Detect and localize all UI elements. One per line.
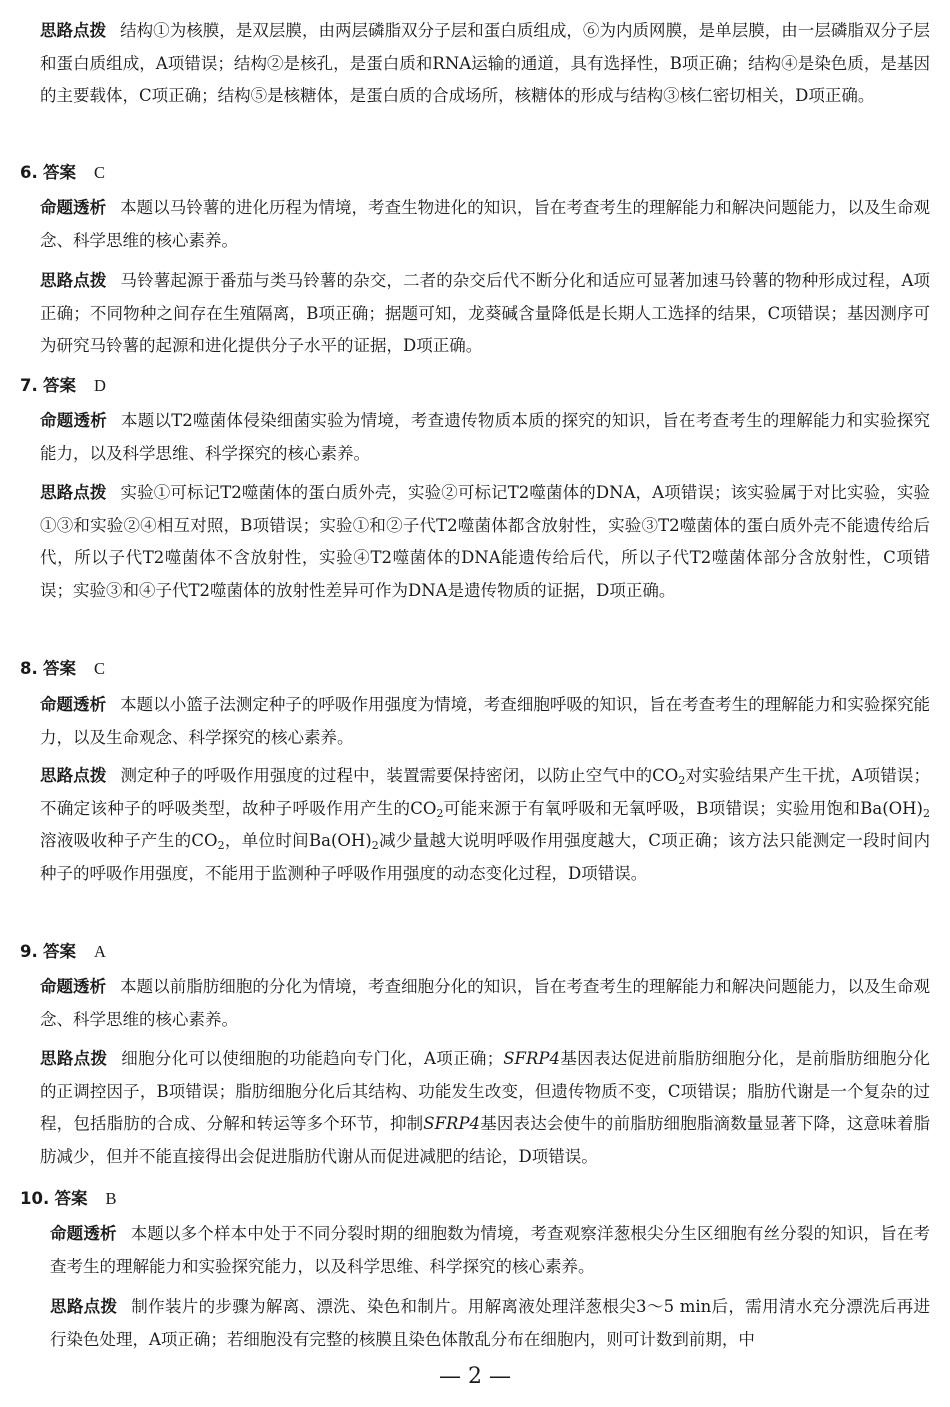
- co2-subscript: 2: [436, 806, 444, 820]
- thinking-label: 思路点拨: [40, 483, 107, 502]
- q9-thinking-part: 基因表达会使牛的前脂肪细胞脂滴数量显著下降，这意味着脂肪减少，但并不能直接得出会促进脂肪代谢从而促进减肥的结论，D项错误。: [40, 1114, 931, 1166]
- co2-subscript: 2: [217, 839, 225, 852]
- q8-analysis-text: 本题以小篮子法测定种子的呼吸作用强度为情境，考查细胞呼吸的知识，旨在考查考生的理解能力和实验探究能力，以及生命观念、科学探究的核心素养。: [40, 695, 931, 747]
- page-number: — 2 —: [439, 1364, 511, 1389]
- q8-thinking-part: ，单位时间Ba(OH): [224, 831, 372, 850]
- answer-label: 答案: [43, 659, 76, 678]
- q10-answer: [20, 1183, 117, 1215]
- q6-answer-value: C: [94, 163, 106, 182]
- q7-thinking-text: 实验①可标记T2噬菌体的蛋白质外壳，实验②可标记T2噬菌体的DNA，A项错误；该实验属于对比实验，实验①③和实验②④相互对照，B项错误；实验①和②子代T2噬菌体都含放射性，实验③T2噬菌体的蛋白质外壳不能遗传给后代，所以子代T2噬菌体不含放射性，实验④T2噬菌体的DNA能遗传给后代，所以子代T2噬菌体部分含放射性，C项错误；实验③和④子代T2噬菌体的放射性差异可作为DNA是遗传物质的证据，D项正确。: [40, 483, 930, 600]
- q8-number: 8.: [20, 659, 38, 678]
- q10-number: 10.: [20, 1189, 50, 1208]
- q9-analysis: [40, 971, 930, 1036]
- q6-answer: [20, 157, 105, 189]
- thinking-label: 思路点拨: [40, 1049, 108, 1068]
- q8-analysis: [40, 689, 930, 754]
- q9-answer: [20, 936, 106, 968]
- q6-analysis: [40, 192, 930, 257]
- q9-answer-value: A: [94, 942, 106, 961]
- answer-label: 答案: [43, 163, 76, 182]
- analysis-label: 命题透析: [40, 411, 108, 430]
- q8-thinking: [40, 760, 930, 890]
- analysis-label: 命题透析: [50, 1224, 117, 1243]
- thinking-label: 思路点拨: [40, 21, 107, 40]
- q7-thinking: [40, 477, 930, 607]
- q7-analysis-text: 本题以T2噬菌体侵染细菌实验为情境，考查遗传物质本质的探究的知识，旨在考查考生的理解能力和实验探究能力，以及科学思维、科学探究的核心素养。: [40, 411, 931, 463]
- q5-thinking: [40, 15, 930, 113]
- q9-thinking: [40, 1043, 930, 1173]
- analysis-label: 命题透析: [40, 977, 107, 996]
- q10-thinking-text: 制作装片的步骤为解离、漂洗、染色和制片。用解离液处理洋葱根尖3～5 min后，需用清水充分漂洗后再进行染色处理，A项正确；若细胞没有完整的核膜且染色体散乱分布在细胞内，则可计数到前期，中: [50, 1297, 930, 1349]
- q10-answer-value: B: [105, 1189, 117, 1208]
- q7-answer-value: D: [94, 376, 106, 395]
- q10-analysis: [50, 1218, 930, 1283]
- q8-thinking-part: 可能来源于有氧呼吸和无氧呼吸，B项错误；实验用饱和Ba(OH): [443, 798, 923, 818]
- q5-thinking-text: 结构①为核膜，是双层膜，由两层磷脂双分子层和蛋白质组成，⑥为内质网膜，是单层膜，由一层磷脂双分子层和蛋白质组成，A项错误；结构②是核孔，是蛋白质和RNA运输的通道，具有选择性，B项正确；结构④是染色质，是基因的主要载体，C项正确；结构⑤是核糖体，是蛋白质的合成场所，核糖体的形成与结构③核仁密切相关，D项正确。: [40, 21, 931, 105]
- thinking-label: 思路点拨: [40, 271, 107, 290]
- q6-thinking: [40, 265, 930, 363]
- thinking-label: 思路点拨: [50, 1297, 118, 1316]
- baoh2-subscript: 2: [923, 806, 930, 820]
- answer-label: 答案: [54, 1189, 88, 1208]
- q10-thinking: [50, 1291, 930, 1356]
- q8-thinking-part: 测定种子的呼吸作用强度的过程中，装置需要保持密闭，以防止空气中的CO: [120, 766, 679, 785]
- q6-thinking-text: 马铃薯起源于番茄与类马铃薯的杂交，二者的杂交后代不断分化和适应可显著加速马铃薯的物种形成过程，A项正确；不同物种之间存在生殖隔离，B项正确；据题可知，龙葵碱含量降低是长期人工选择的结果，C项错误；基因测序可为研究马铃薯的起源和进化提供分子水平的证据，D项正确。: [40, 271, 930, 355]
- q10-analysis-text: 本题以多个样本中处于不同分裂时期的细胞数为情境，考查观察洋葱根尖分生区细胞有丝分裂的知识，旨在考查考生的理解能力和实验探究能力，以及科学思维、科学探究的核心素养。: [50, 1224, 931, 1276]
- answer-label: 答案: [43, 376, 76, 395]
- q8-thinking-part: 对实验结果产生干扰，A项错误；不确定该种子的呼吸类型，故种子呼吸作用产生的CO: [40, 766, 931, 818]
- baoh2-subscript: 2: [371, 839, 379, 852]
- q6-analysis-text: 本题以马铃薯的进化历程为情境，考查生物进化的知识，旨在考查考生的理解能力和解决问题能力，以及生命观念、科学思维的核心素养。: [40, 198, 931, 250]
- q8-thinking-part: 溶液吸收种子产生的CO: [40, 831, 218, 850]
- q9-thinking-part: 基因表达促进前脂肪细胞分化，是前脂肪细胞分化的正调控因子，B项错误；脂肪细胞分化后其结构、功能发生改变，但遗传物质不变，C项错误；脂肪代谢是一个复杂的过程，包括脂肪的合成、分解和转运等多个环节，抑制: [40, 1049, 931, 1133]
- q8-answer: [20, 653, 105, 685]
- q9-number: 9.: [20, 942, 38, 961]
- gene-name: SFRP4: [423, 1114, 481, 1133]
- q7-analysis: [40, 405, 930, 470]
- q7-number: 7.: [20, 376, 38, 395]
- thinking-label: 思路点拨: [40, 766, 107, 785]
- q9-analysis-text: 本题以前脂肪细胞的分化为情境，考查细胞分化的知识，旨在考查考生的理解能力和解决问题能力，以及生命观念、科学思维的核心素养。: [40, 977, 931, 1029]
- gene-name: SFRP4: [503, 1049, 560, 1068]
- q8-thinking-part: 减少量越大说明呼吸作用强度越大，C项正确；该方法只能测定一段时间内种子的呼吸作用强度，不能用于监测种子呼吸作用强度的动态变化过程，D项错误。: [40, 831, 930, 883]
- co2-subscript: 2: [678, 774, 686, 787]
- analysis-label: 命题透析: [40, 695, 107, 714]
- q7-answer: [20, 370, 106, 402]
- q9-thinking-part: 细胞分化可以使细胞的功能趋向专门化，A项正确；: [121, 1049, 504, 1068]
- q8-answer-value: C: [94, 659, 106, 678]
- analysis-label: 命题透析: [40, 198, 107, 217]
- q6-number: 6.: [20, 163, 38, 182]
- answer-label: 答案: [43, 942, 76, 961]
